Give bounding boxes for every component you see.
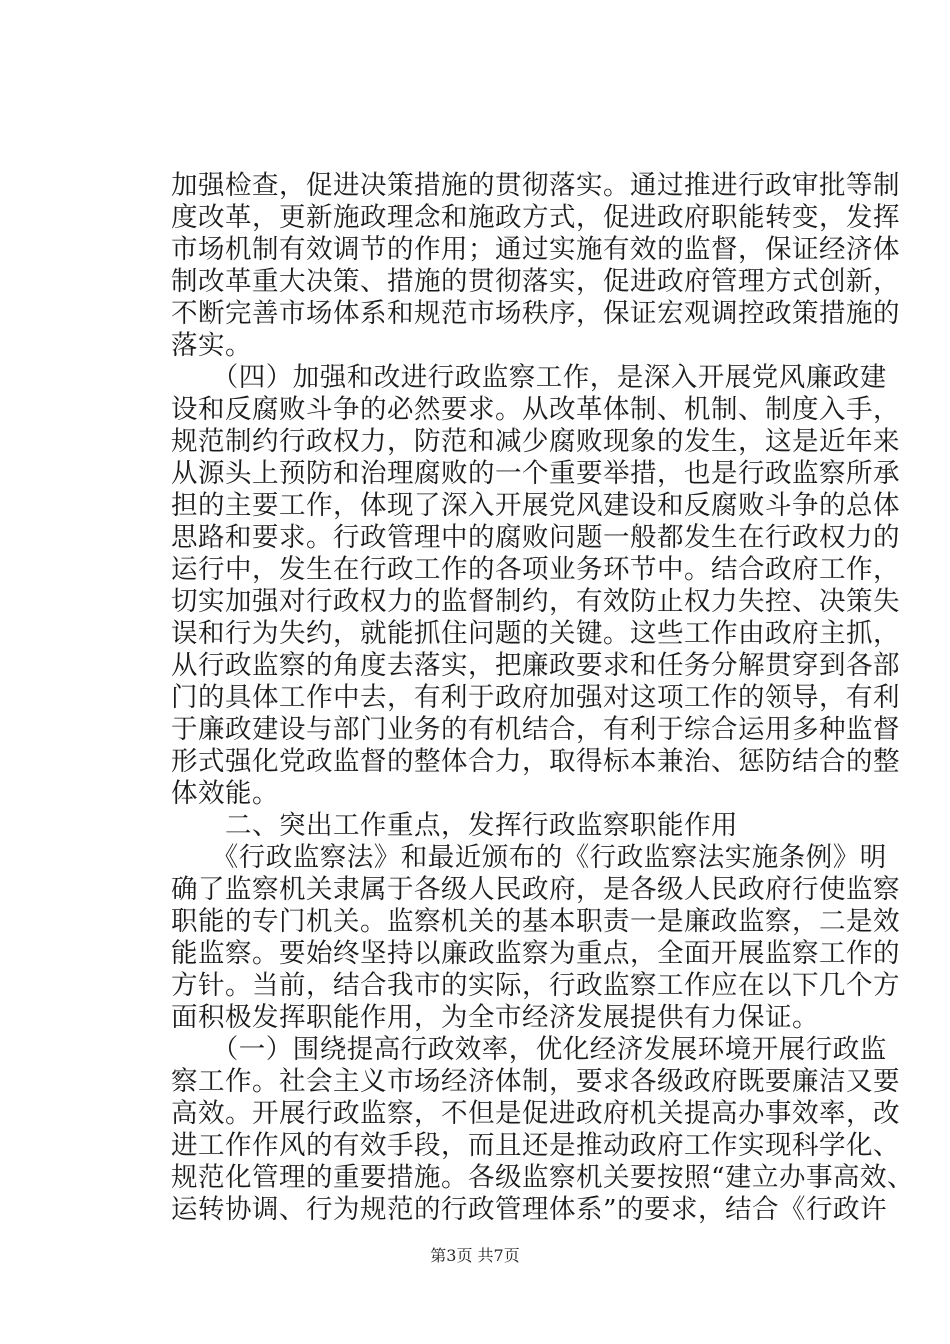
body-text [171, 170, 915, 1226]
text-line: 运转协调、行为规范的行政管理体系”的要求，结合《行政许 [171, 1194, 888, 1225]
text-line: 度改革，更新施政理念和施政方式，促进政府职能转变，发挥 [171, 202, 900, 233]
text-line: 误和行为失约，就能抓住问题的关键。这些工作由政府主抓， [171, 618, 900, 649]
text-line: 担的主要工作，体现了深入开展党风建设和反腐败斗争的总体 [171, 490, 900, 521]
text-line: 高效。开展行政监察，不但是促进政府机关提高办事效率，改 [171, 1098, 900, 1129]
text-line: 方针。当前，结合我市的实际，行政监察工作应在以下几个方 [171, 970, 900, 1001]
text-line: 运行中，发生在行政工作的各项业务环节中。结合政府工作， [171, 554, 900, 585]
text-line: 市场机制有效调节的作用；通过实施有效的监督，保证经济体 [171, 234, 900, 265]
text-line: 进工作作风的有效手段，而且还是推动政府工作实现科学化、 [171, 1130, 900, 1161]
text-line: 能监察。要始终坚持以廉政监察为重点，全面开展监察工作的 [171, 938, 900, 969]
text-line: 思路和要求。行政管理中的腐败问题一般都发生在行政权力的 [171, 522, 900, 553]
text-line: 从行政监察的角度去落实，把廉政要求和任务分解贯穿到各部 [171, 650, 900, 681]
text-line: 察工作。社会主义市场经济体制，要求各级政府既要廉洁又要 [171, 1066, 900, 1097]
text-line: 从源头上预防和治理腐败的一个重要举措，也是行政监察所承 [171, 458, 900, 489]
text-line: 加强检查，促进决策措施的贯彻落实。通过推进行政审批等制 [171, 170, 900, 201]
text-line: （一）围绕提高行政效率，优化经济发展环境开展行政监 [171, 1034, 887, 1065]
text-line: （四）加强和改进行政监察工作，是深入开展党风廉政建 [171, 362, 887, 393]
text-line: 体效能。 [171, 778, 279, 809]
text-line: 《行政监察法》和最近颁布的《行政监察法实施条例》明 [171, 842, 887, 873]
text-line: 切实加强对行政权力的监督制约，有效防止权力失控、决策失 [171, 586, 900, 617]
text-line: 不断完善市场体系和规范市场秩序，保证宏观调控政策措施的 [171, 298, 900, 329]
text-line: 职能的专门机关。监察机关的基本职责一是廉政监察，二是效 [171, 906, 900, 937]
text-line: 制改革重大决策、措施的贯彻落实，促进政府管理方式创新， [171, 266, 900, 297]
page-number-footer: 第3页 共7页 [430, 1246, 520, 1265]
text-line: 规范制约行政权力，防范和减少腐败现象的发生，这是近年来 [171, 426, 900, 457]
text-line: 于廉政建设与部门业务的有机结合，有利于综合运用多种监督 [171, 714, 900, 745]
text-line: 设和反腐败斗争的必然要求。从改革体制、机制、制度入手， [171, 394, 900, 425]
text-line: 规范化管理的重要措施。各级监察机关要按照“建立办事高效、 [171, 1162, 915, 1193]
section-heading: 二、突出工作重点，发挥行政监察职能作用 [171, 810, 738, 841]
text-line: 面积极发挥职能作用，为全市经济发展提供有力保证。 [171, 1002, 819, 1033]
text-line: 确了监察机关隶属于各级人民政府，是各级人民政府行使监察 [171, 874, 900, 905]
text-line: 落实。 [171, 330, 252, 361]
text-line: 形式强化党政监督的整体合力，取得标本兼治、惩防结合的整 [171, 746, 900, 777]
text-line: 门的具体工作中去，有利于政府加强对这项工作的领导，有利 [171, 682, 900, 713]
